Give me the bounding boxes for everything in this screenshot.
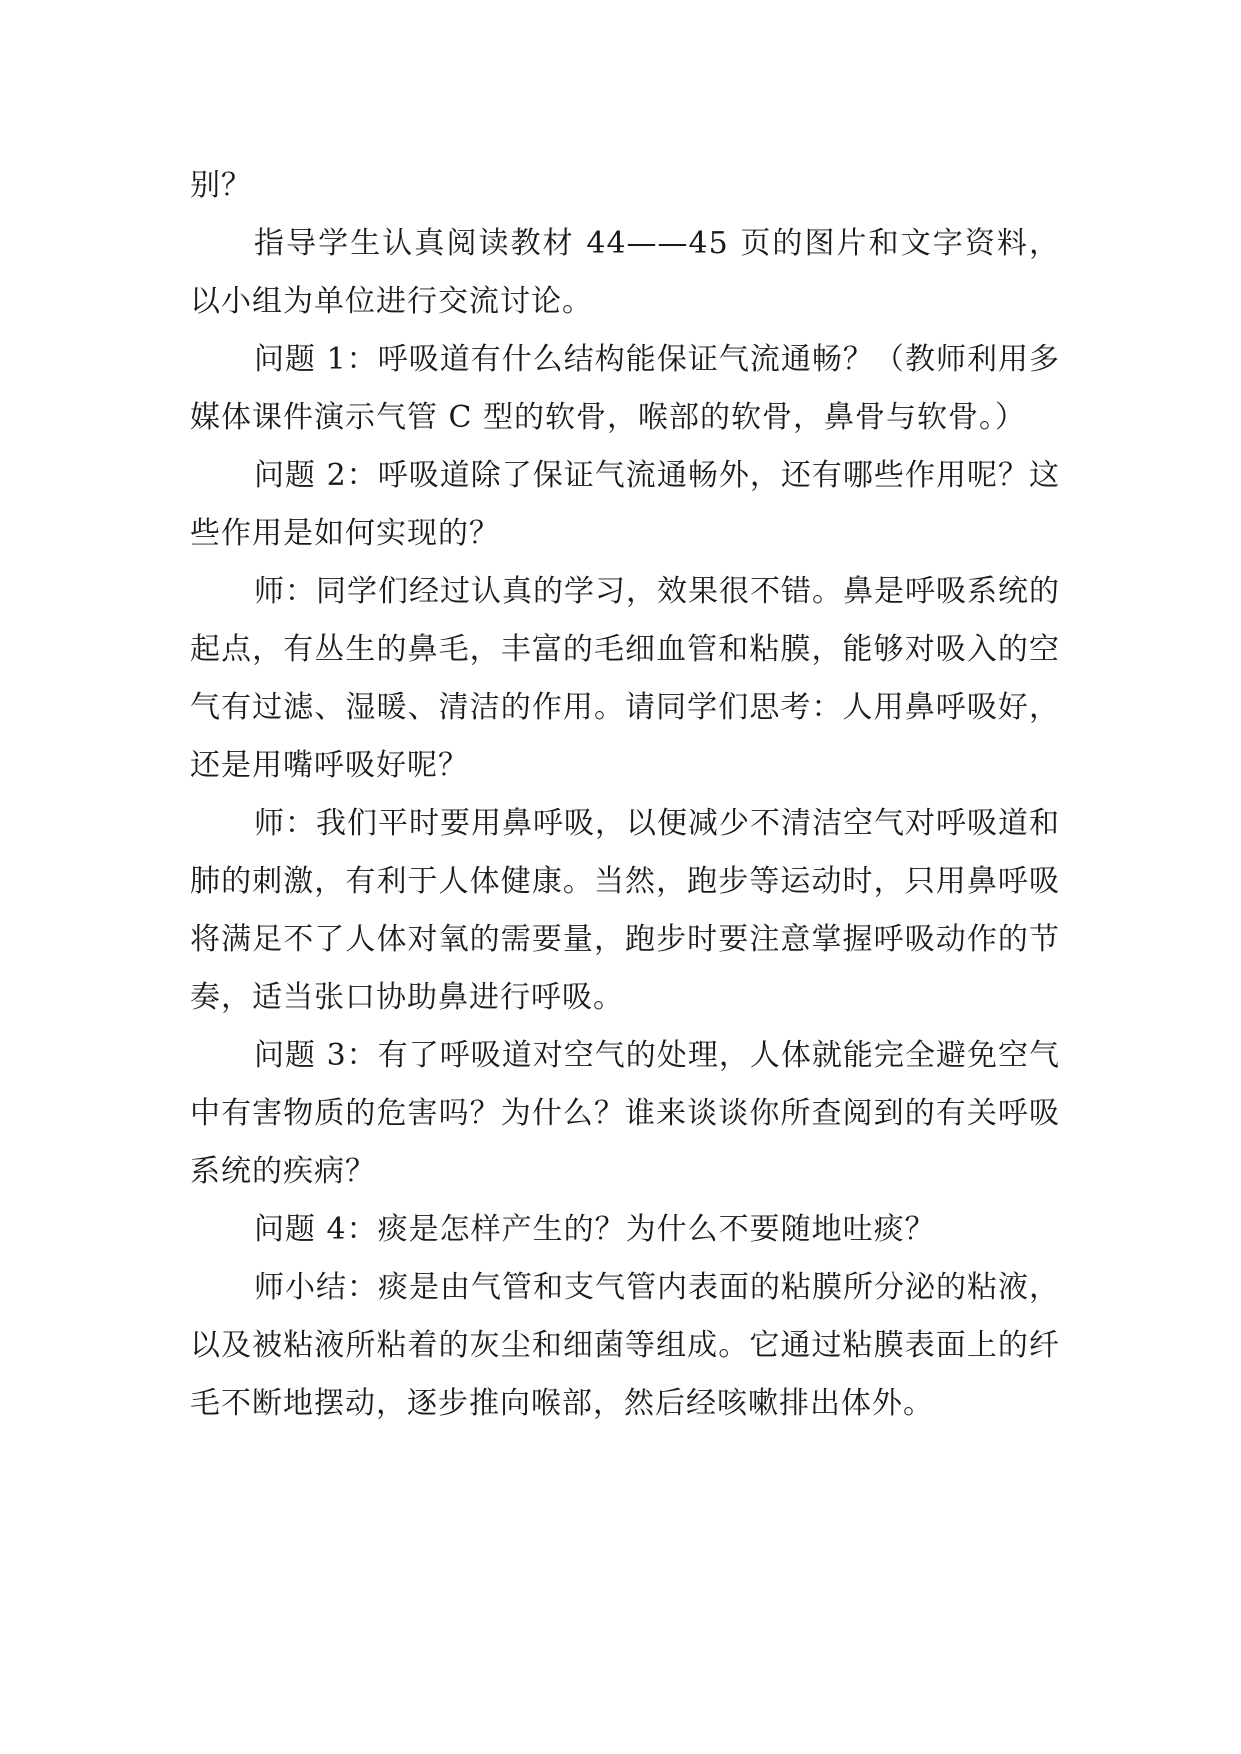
paragraph-teacher-nose: 师：同学们经过认真的学习，效果很不错。鼻是呼吸系统的起点，有丛生的鼻毛，丰富的毛细血管和粘膜，能够对吸入的空气有过滤、湿暖、清洁的作用。请同学们思考：人用鼻呼吸好，还是用嘴呼吸好呢？ xyxy=(190,574,1060,783)
paragraph-question-2: 问题 2：呼吸道除了保证气流通畅外，还有哪些作用呢？这些作用是如何实现的？ xyxy=(190,458,1060,551)
paragraph-question-4: 问题 4：痰是怎样产生的？为什么不要随地吐痰？ xyxy=(254,1212,936,1247)
paragraph-continuation: 别？ xyxy=(190,168,252,203)
paragraph-teacher-breathing: 师：我们平时要用鼻呼吸，以便减少不清洁空气对呼吸道和肺的刺激，有利于人体健康。当然，跑步等运动时，只用鼻呼吸将满足不了人体对氧的需要量，跑步时要注意掌握呼吸动作的节奏，适当张口协助鼻进行呼吸。 xyxy=(190,806,1060,1015)
paragraph-teacher-summary: 师小结：痰是由气管和支气管内表面的粘膜所分泌的粘液，以及被粘液所粘着的灰尘和细菌等组成。它通过粘膜表面上的纤毛不断地摆动，逐步推向喉部，然后经咳嗽排出体外。 xyxy=(190,1270,1060,1421)
paragraph-question-3: 问题 3：有了呼吸道对空气的处理，人体就能完全避免空气中有害物质的危害吗？为什么？谁来谈谈你所查阅到的有关呼吸系统的疾病？ xyxy=(190,1038,1060,1189)
paragraph-reading-instruction: 指导学生认真阅读教材 44——45 页的图片和文字资料，以小组为单位进行交流讨论。 xyxy=(190,226,1060,319)
paragraph-question-1: 问题 1：呼吸道有什么结构能保证气流通畅？（教师利用多媒体课件演示气管 C 型的软骨，喉部的软骨，鼻骨与软骨。） xyxy=(190,342,1060,435)
document-body xyxy=(190,157,1060,1433)
